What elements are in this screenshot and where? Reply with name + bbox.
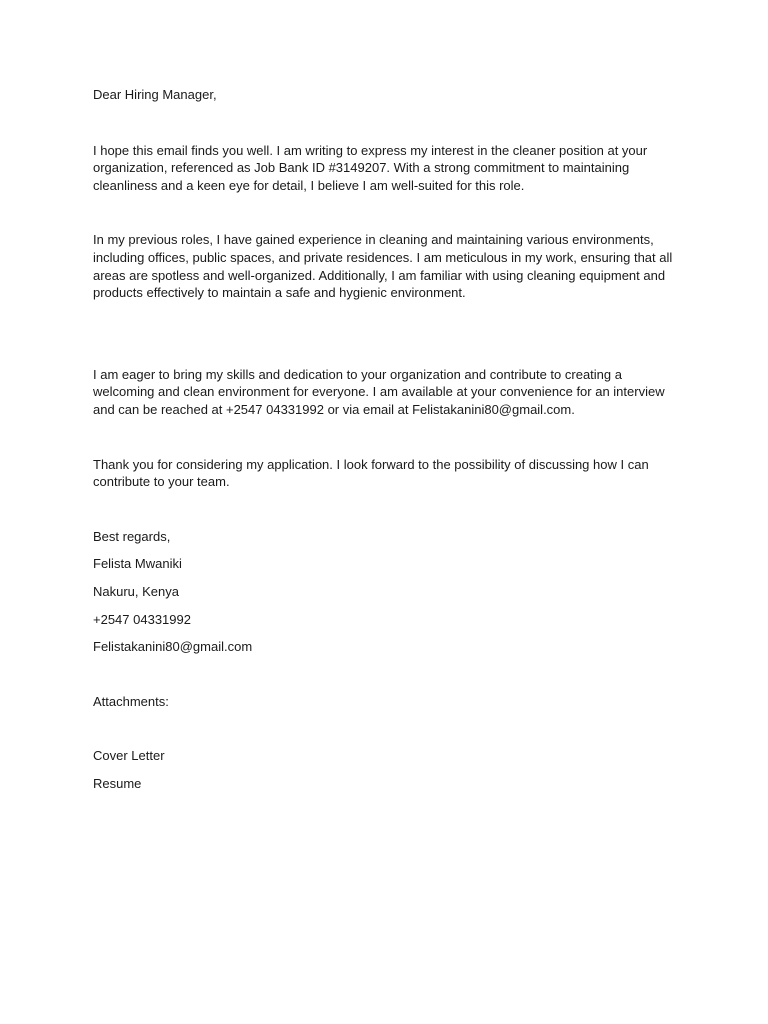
paragraph-intro: I hope this email finds you well. I am writing to express my interest in the cleaner position at your organization, referenced as Job Bank ID #3149207. With a strong commitment to maintaining cleanliness and a keen eye for detail, I believe I am well-suited for this role. (93, 142, 648, 193)
attachment-item: Cover Letter (93, 748, 165, 764)
signature-email: Felistakanini80@gmail.com (93, 639, 253, 655)
attachment-item: Resume (93, 775, 142, 791)
letter-body (93, 86, 678, 792)
signature-phone: +2547 04331992 (93, 611, 191, 627)
paragraph-availability: I am eager to bring my skills and dedication to your organization and contribute to creating a welcoming and clean environment for everyone. I am available at your convenience for an interview and can be reached at +2547 04331992 or via email at Felistakanini80@gmail.com. (93, 366, 665, 417)
closing: Best regards, (93, 528, 171, 544)
paragraph-thanks: Thank you for considering my application. I look forward to the possibility of discussing how I can contribute to your team. (93, 456, 649, 490)
attachments-label: Attachments: (93, 693, 169, 709)
salutation: Dear Hiring Manager, (93, 87, 217, 102)
signature-name: Felista Mwaniki (93, 556, 182, 572)
paragraph-experience: In my previous roles, I have gained experience in cleaning and maintaining various environments, including offices, public spaces, and private residences. I am meticulous in my work, ensuring that all areas are spotless and well-organized. Additionally, I am familiar with using cleaning equipment and products effectively to maintain a safe and hygienic environment. (93, 232, 673, 301)
signature-location: Nakuru, Kenya (93, 583, 179, 599)
